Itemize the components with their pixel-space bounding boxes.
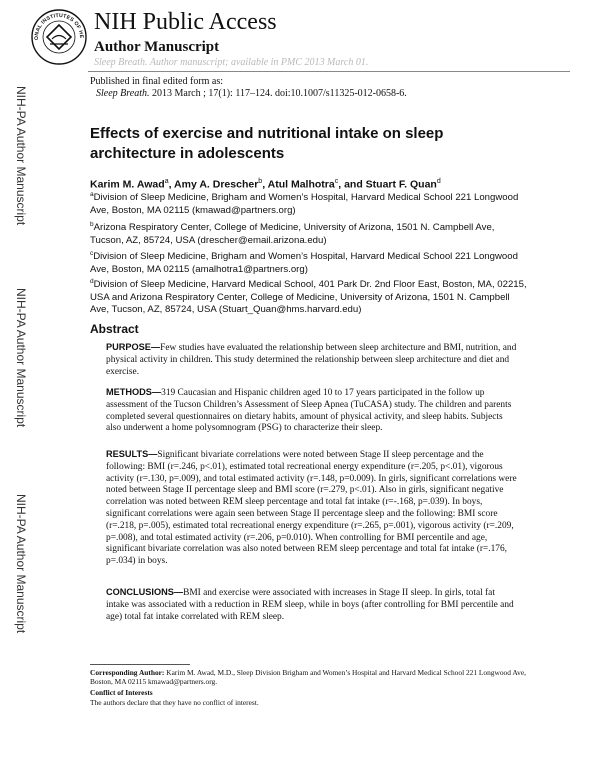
author-sup: c — [334, 178, 339, 185]
author-name: Stuart F. Quan — [365, 178, 437, 191]
availability-text: Author manuscript; available in PMC 2013 March 01. — [147, 57, 369, 68]
affiliation-sup: a — [90, 191, 94, 198]
corresponding-text: Karim M. Awad, M.D., Sleep Division Brigham and Women’s Hospital and Harvard Medical School 221 Longwood Ave, Boston, MA 02115 kmawad@partners.org. — [90, 668, 526, 687]
results-text: Significant bivariate correlations were noted between Stage II sleep percentage and the following: BMI (r=.246, p<.01), estimated total recreational energy expenditure (r=.205, p<.01), vigorous activity (r=.130, p=.009), and total estimated activity (r=.148, p=0.009). In girls, significant correlations were noted between Stage II percentage sleep and BMI score (r=.279, p<.01). Also in girls, significant negative correlation was noted between REM sleep percentage and total fat intake (r=-.168, p=.039). In boys, significant correlations were again seen between Stage II percentage sleep and the following: BMI score (r=.218, p=.005), estimated total recreational energy expenditure (r=.265, p=.001), vigorous activity (r=.209, p=.008), and total estimated activity (r=.206, p=0.010). When controlling for BMI percentile and age, significant bivariate correlation was also noted between REM sleep percentage and total fat intake (r=.176, p=.034) in boys. — [106, 450, 517, 567]
header-divider — [88, 71, 570, 72]
conflict-statement: The authors declare that they have no conflict of interest. — [90, 698, 259, 707]
affiliation-c — [90, 248, 530, 276]
side-label-3: NIH-PA Author Manuscript — [14, 494, 28, 634]
purpose-text: Few studies have evaluated the relationship between sleep architecture and BMI, nutrition, and physical activity in children. This study determined the relationship between sleep architecture and diet and exercise. — [106, 343, 517, 377]
conflict-heading — [90, 688, 530, 697]
affiliation-text: Division of Sleep Medicine, Brigham and Women’s Hospital, Harvard Medical School 221 Longwood Ave, Boston, MA 02115 (amalhotra1@partners.org) — [90, 251, 518, 275]
conflict-label: Conflict of Interests — [90, 688, 153, 697]
citation-journal: Sleep Breath. — [96, 88, 150, 99]
abstract-methods — [106, 387, 520, 435]
logo-text: ONAL INSTITUTES OF HE — [33, 12, 85, 41]
availability-journal: Sleep Breath. — [94, 57, 148, 68]
affiliation-sup: c — [90, 250, 94, 257]
author-manuscript-label: Author Manuscript — [94, 39, 220, 55]
affiliation-text: Division of Sleep Medicine, Brigham and Women’s Hospital, Harvard Medical School 221 Longwood Ave, Boston, MA 02115 (kmawad@partners.org) — [90, 192, 519, 216]
author-separator: , and — [338, 178, 366, 191]
corresponding-author — [90, 668, 530, 686]
author-separator: , — [262, 178, 268, 191]
author-sup: a — [164, 178, 169, 185]
affiliation-sup: d — [90, 278, 94, 285]
affiliation-b — [90, 219, 530, 247]
affiliation-text: Arizona Respiratory Center, College of Medicine, University of Arizona, 1501 N. Campbell Ave, Tucson, AZ, 85724, USA (drescher@email.arizona.edu) — [90, 222, 495, 246]
affiliation-d — [90, 276, 530, 317]
methods-text: 319 Caucasian and Hispanic children aged 10 to 17 years participated in the follow up assessment of the Tucson Children’s Assessment of Sleep Apnea (TuCASA) study. The children and parents completed several questionnaires on dietary habits, amount of physical activity, and sleep habits. Subjects also underwent a home polysomnogram (PSG) to characterize their sleep. — [106, 388, 512, 434]
nih-seal-logo — [30, 8, 88, 66]
affiliation-text: Division of Sleep Medicine, Harvard Medical School, 401 Park Dr. 2nd Floor East, Boston, MA, 02215, USA and Arizona Respiratory Center, College of Medicine, University of Arizona, 1501 N. Campbell Ave, Tucson, AZ, 85724, USA (Stuart_Quan@hms.harvard.edu) — [90, 279, 527, 316]
author-separator: , — [168, 178, 175, 191]
side-label-1: NIH-PA Author Manuscript — [14, 86, 28, 226]
results-label: RESULTS— — [106, 449, 158, 459]
author-sup: d — [436, 178, 441, 185]
affiliation-sup: b — [90, 221, 94, 228]
author-name: Karim M. Awad — [90, 178, 165, 191]
author-sup: b — [258, 178, 263, 185]
citation-line — [96, 88, 407, 100]
affiliation-a — [90, 189, 530, 217]
citation-text: 2013 March ; 17(1): 117–124. doi:10.1007/s11325-012-0658-6. — [149, 88, 407, 99]
methods-label: METHODS— — [106, 387, 162, 397]
corresponding-label: Corresponding Author: — [90, 668, 165, 677]
article-title: Effects of exercise and nutritional intake on sleep architecture in adolescents — [90, 125, 444, 162]
footnote-divider — [90, 664, 190, 665]
side-label-2: NIH-PA Author Manuscript — [14, 288, 28, 428]
abstract-purpose — [106, 342, 520, 378]
abstract-conclusions — [106, 587, 520, 623]
purpose-label: PURPOSE— — [106, 342, 161, 352]
nih-public-access-title: NIH Public Access — [94, 9, 277, 35]
conclusions-label: CONCLUSIONS— — [106, 587, 184, 597]
published-line: Published in final edited form as: — [90, 76, 224, 87]
abstract-heading: Abstract — [90, 322, 139, 336]
abstract-results — [106, 449, 520, 568]
conclusions-text: BMI and exercise were associated with increases in Stage II sleep. In girls, total fat intake was associated with a reduction in REM sleep, while in boys (after controlling for BMI percentile and age) total fat intake correlated with REM sleep. — [106, 588, 514, 622]
author-name: Atul Malhotra — [267, 178, 335, 191]
author-name: Amy A. Drescher — [174, 178, 259, 191]
availability-note — [94, 57, 368, 69]
